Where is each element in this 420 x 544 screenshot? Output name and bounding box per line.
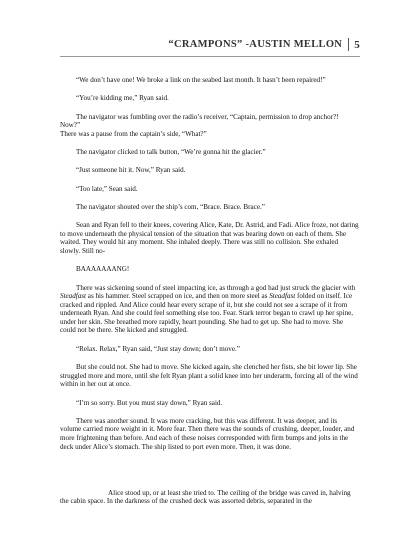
paragraph: There was a pause from the captain’s side, “What?” — [60, 129, 207, 138]
paragraph: But she could not. She had to move. She kicked again, she clenched her fists, she bit lower lip. She struggled more and more, until she felt Ryan plant a solid knee into her underarm, forcing all of the wind within in her out at once. — [60, 363, 358, 389]
running-header — [60, 38, 360, 51]
ship-name: Steadfast — [269, 292, 296, 301]
paragraph: Sean and Ryan fell to their knees, covering Alice, Kate, Dr. Astrid, and Fadi. Alice froze, not daring to move underneath the physical tension of the situation that was bearing down on each of them. She waited. They would hit any moment. She inhaled deeply. There was still no collision. She exhaled slowly. Still no- — [60, 221, 359, 255]
paragraph: “Too late,” Sean said. — [76, 184, 138, 193]
paragraph: “Relax. Relax,” Ryan said, “Just stay down; don’t move.” — [76, 344, 240, 353]
body-text — [60, 76, 360, 516]
paragraph: The navigator clicked to talk button, “We’re gonna hit the glacier.” — [76, 148, 266, 157]
paragraph: BAAAAAAANG! — [76, 265, 130, 274]
paragraph: “I’m so sorry. But you must stay down,” Ryan said. — [76, 398, 223, 407]
page-number: 5 — [354, 38, 360, 51]
header-title: “CRAMPONS” -AUSTIN MELLON — [168, 39, 343, 50]
section-break — [60, 461, 360, 489]
paragraph: The navigator shouted over the ship’s com, “Brace. Brace. Brace.” — [76, 202, 265, 211]
text-run: as his hammer. Steel scrapped on ice, and then on more steel as — [86, 292, 270, 301]
paragraph — [60, 284, 360, 336]
paragraph: “Just someone hit it. Now,” Ryan said. — [76, 166, 186, 175]
paragraph: “We don’t have one! We broke a link on the seabed last month. It hasn’t been repaired!” — [76, 76, 326, 84]
text-run: folded on itself. Ice cracked and rippled. And Alice could hear every scrape of it, but she could not see a scrape of it from underneath Ryan. And she could feel something else too. Fear. Stark terror began to crawl up her spine, under her skin. She breathed more rapidly, heart pounding. She had to get up. She had to move. She could not be there. She kicked and struggled. — [60, 292, 354, 335]
paragraph: Alice stood up, or at least she tried to. The ceiling of the bridge was caved in, halving the cabin space. In the darkness of the crushed deck was assorted debris, separated in the — [60, 488, 351, 506]
paragraph: The navigator was fumbling over the radio’s receiver, “Captain, permission to drop anchor?! Now?” — [60, 112, 339, 130]
paragraph: There was another sound. It was more cracking, but this was different. It was deeper, and its volume carried more weight in it. More fear. Then there was the sounds of crushing, deeper, louder, and more frightening than before. And each of these noises corresponded with firm bumps and jolts in the deck under Alice’s stomach. The ship listed to port even more. Then, it was done. — [60, 416, 355, 451]
header-separator — [348, 38, 349, 51]
header-rule — [60, 56, 360, 57]
ship-name: Steadfast — [60, 292, 87, 301]
paragraph: “You’re kidding me,” Ryan said. — [76, 94, 169, 103]
text-run: There was sickening sound of steel impacting ice, as through a god had just struck the glacier with — [76, 283, 356, 292]
